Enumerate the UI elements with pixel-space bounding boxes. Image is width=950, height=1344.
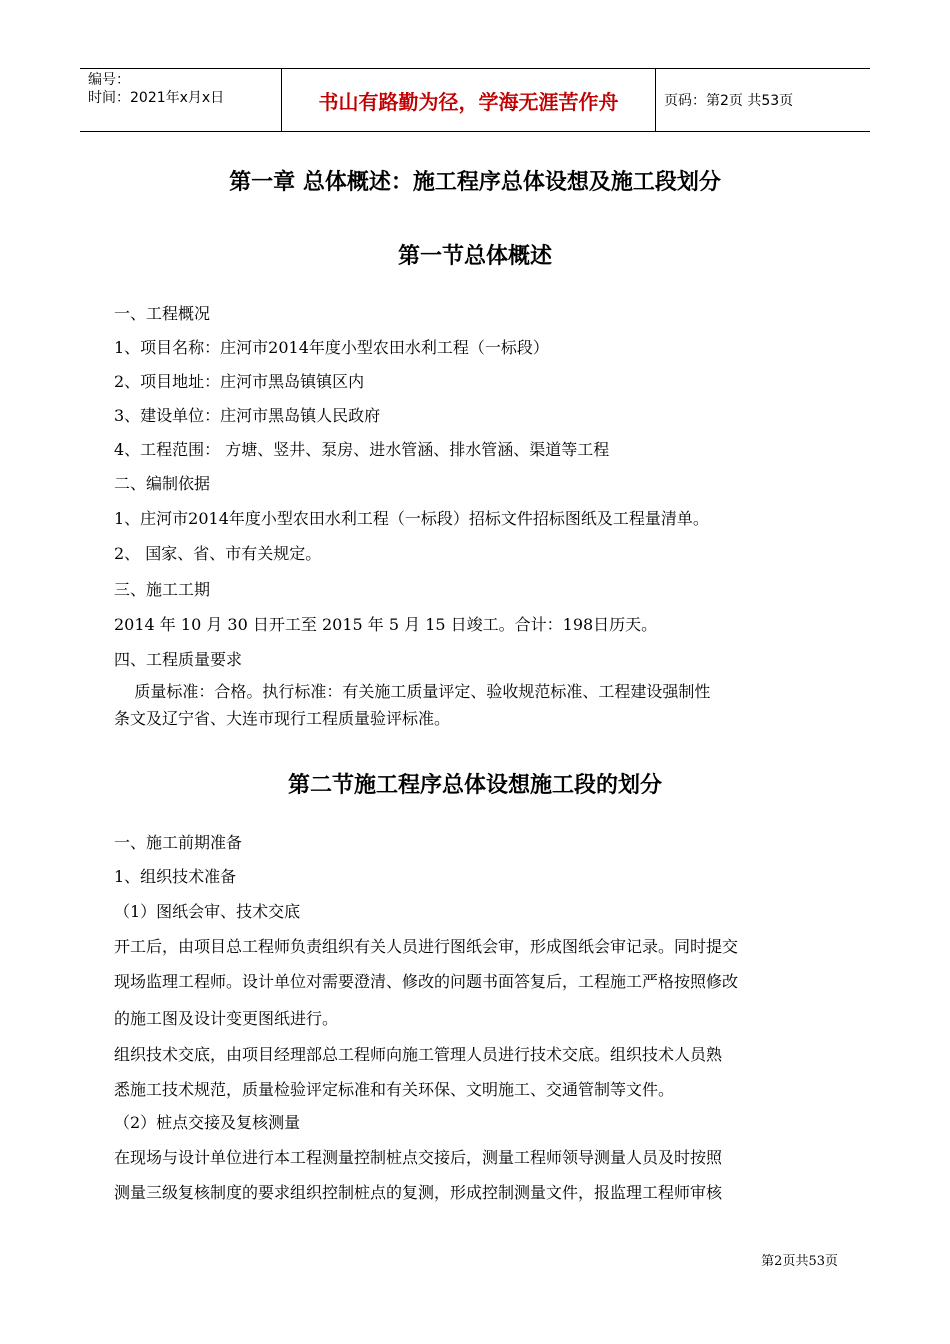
s1-line: 1、项目名称：庄河市2014年度小型农田水利工程（一标段） — [114, 338, 549, 357]
s2-line: 开工后，由项目总工程师负责组织有关人员进行图纸会审，形成图纸会审记录。同时提交 — [114, 937, 739, 956]
header-motto: 书山有路勤为径，学海无涯苦作舟 — [281, 69, 656, 131]
s2-line: 现场监理工程师。设计单位对需要澄清、修改的问题书面答复后，工程施工严格按照修改 — [114, 972, 739, 991]
s1-line: 2、 国家、省、市有关规定。 — [114, 544, 322, 563]
s1-line: 条文及辽宁省、大连市现行工程质量验评标准。 — [114, 709, 451, 728]
s1-line: 3、建设单位：庄河市黑岛镇人民政府 — [114, 406, 381, 425]
s2-line: （1）图纸会审、技术交底 — [114, 902, 301, 921]
s1-line: 四、工程质量要求 — [114, 650, 243, 669]
s2-line: 的施工图及设计变更图纸进行。 — [114, 1009, 339, 1028]
s1-line: 二、编制依据 — [114, 474, 211, 493]
s1-line: 2014 年 10 月 30 日开工至 2015 年 5 月 15 日竣工。合计：198日历天。 — [114, 615, 658, 634]
s1-line: 1、庄河市2014年度小型农田水利工程（一标段）招标文件招标图纸及工程量清单。 — [114, 509, 709, 528]
s2-line: （2）桩点交接及复核测量 — [114, 1113, 301, 1132]
s1-line: 4、工程范围： 方塘、竖井、泵房、进水管涵、排水管涵、渠道等工程 — [114, 440, 610, 459]
s1-line: 质量标准：合格。执行标准：有关施工质量评定、验收规范标准、工程建设强制性 — [114, 682, 711, 701]
s2-line: 在现场与设计单位进行本工程测量控制桩点交接后，测量工程师领导测量人员及时按照 — [114, 1148, 723, 1167]
s1-line: 一、工程概况 — [114, 304, 211, 323]
date-label: 时间：2021年x月x日 — [88, 90, 225, 106]
code-label: 编号： — [88, 72, 130, 88]
page-footer: 第2页共53页 — [761, 1254, 838, 1269]
s1-line: 三、施工工期 — [114, 580, 211, 599]
s2-line: 测量三级复核制度的要求组织控制桩点的复测，形成控制测量文件，报监理工程师审核 — [114, 1183, 723, 1202]
header-meta — [80, 69, 280, 131]
section2-title: 第二节施工程序总体设想施工段的划分 — [287, 773, 662, 798]
chapter-title: 第一章 总体概述：施工程序总体设想及施工段划分 — [229, 170, 721, 195]
page-header — [80, 68, 870, 132]
s2-line: 1、组织技术准备 — [114, 867, 237, 886]
s2-line: 悉施工技术规范，质量检验评定标准和有关环保、文明施工、交通管制等文件。 — [114, 1080, 675, 1099]
s1-line: 2、项目地址：庄河市黑岛镇镇区内 — [114, 372, 365, 391]
s2-line: 一、施工前期准备 — [114, 833, 243, 852]
header-page-label: 页码：第2页 共53页 — [664, 93, 794, 109]
s2-line: 组织技术交底，由项目经理部总工程师向施工管理人员进行技术交底。组织技术人员熟 — [114, 1045, 723, 1064]
section1-title: 第一节总体概述 — [397, 244, 552, 269]
